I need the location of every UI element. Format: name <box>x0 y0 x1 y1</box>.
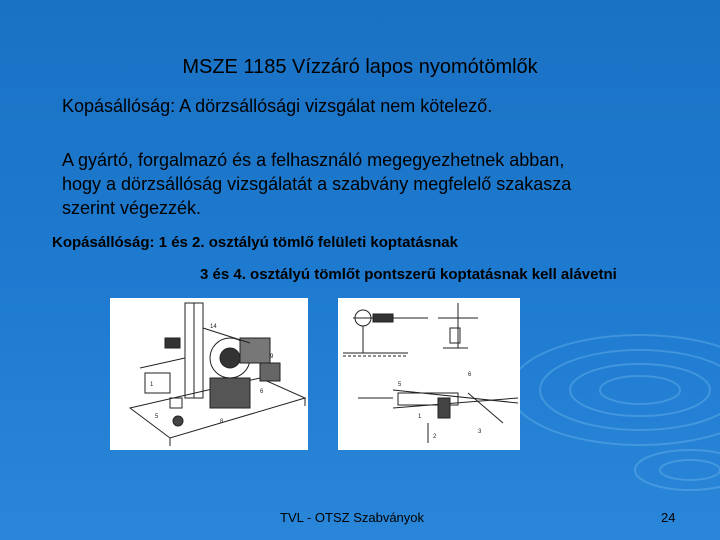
svg-text:5: 5 <box>398 382 402 388</box>
paragraph-line: hogy a dörzsállóság vizsgálatát a szabvány megfelelő szakasza <box>62 174 572 194</box>
paragraph-line: A gyártó, forgalmazó és a felhasználó megegyezhetnek abban, <box>62 150 565 170</box>
svg-text:14: 14 <box>210 324 217 330</box>
abrasion-class-1-2: Kopásállóság: 1 és 2. osztályú tömlő felületi koptatásnak <box>52 234 458 251</box>
svg-text:9: 9 <box>270 354 274 360</box>
svg-text:3: 3 <box>478 429 482 435</box>
svg-text:5: 5 <box>155 414 159 420</box>
svg-text:8: 8 <box>220 419 224 425</box>
svg-text:2: 2 <box>433 434 437 440</box>
svg-text:6: 6 <box>260 389 264 395</box>
abrasion-note: Kopásállóság: A dörzsállósági vizsgálat nem kötelező. <box>62 96 493 116</box>
point-abrasion-figure <box>338 298 520 450</box>
abrasion-class-3-4: 3 és 4. osztályú tömlőt pontszerű koptatásnak kell alávetni <box>200 266 617 283</box>
slide-title: MSZE 1185 Vízzáró lapos nyomótömlők <box>182 56 538 78</box>
svg-text:1: 1 <box>150 382 154 388</box>
footer-left: TVL - OTSZ Szabványok <box>280 510 425 525</box>
svg-text:6: 6 <box>468 372 472 378</box>
agreement-paragraph <box>62 148 571 220</box>
svg-text:1: 1 <box>418 414 422 420</box>
abrasion-apparatus-figure <box>110 298 308 450</box>
paragraph-line: szerint végezzék. <box>62 198 202 218</box>
page-number: 24 <box>661 510 676 525</box>
